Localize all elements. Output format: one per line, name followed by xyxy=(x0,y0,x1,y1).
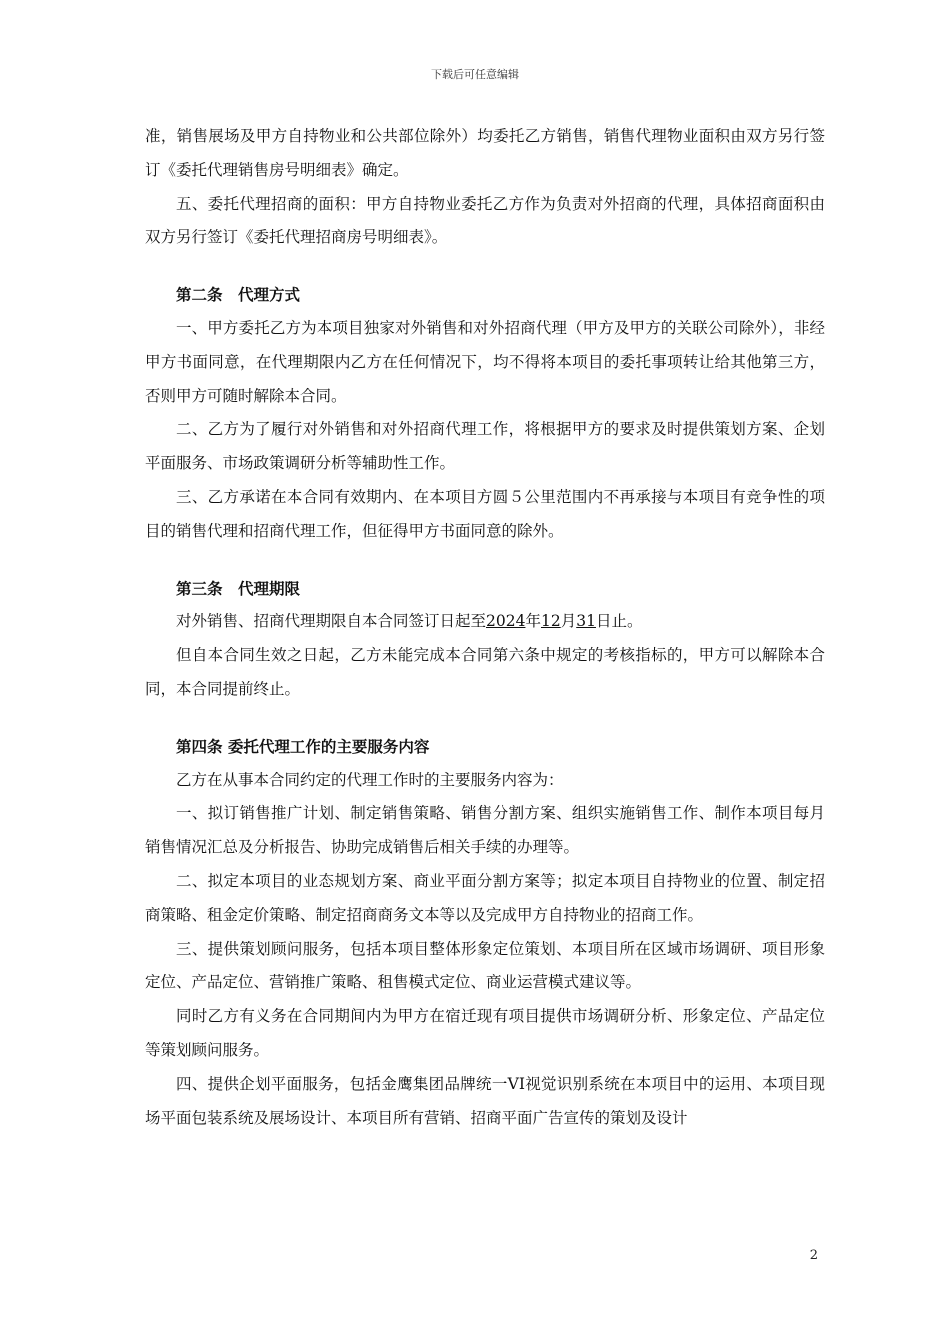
page-number: 2 xyxy=(809,1248,818,1263)
day-unit: 日止。 xyxy=(595,612,643,631)
year-unit: 年 xyxy=(525,612,541,631)
term-text-prefix: 对外销售、招商代理期限自本合同签订日起至 xyxy=(176,612,487,631)
article-4-paragraph-2: 二、拟定本项目的业态规划方案、商业平面分割方案等；拟定本项目自持物业的位置、制定招商策略、租金定价策略、制定招商商务文本等以及完成甲方自持物业的招商工作。 xyxy=(145,871,825,924)
article-2-paragraph-2: 二、乙方为了履行对外销售和对外招商代理工作，将根据甲方的要求及时提供策划方案、企划平面服务、市场政策调研分析等辅助性工作。 xyxy=(145,420,825,473)
article-2-paragraph-3: 三、乙方承诺在本合同有效期内、在本项目方圆５公里范围内不再承接与本项目有竞争性的项目的销售代理和招商代理工作，但征得甲方书面同意的除外。 xyxy=(145,487,825,540)
article-4-paragraph-5: 四、提供企划平面服务，包括金鹰集团品牌统一VI视觉识别系统在本项目中的运用、本项目现场平面包装系统及展场设计、本项目所有营销、招商平面广告宣传的策划及设计 xyxy=(145,1074,825,1127)
article-3-title: 第三条 代理期限 xyxy=(176,578,301,598)
document-body xyxy=(145,120,825,1135)
article-2-paragraph-1: 一、甲方委托乙方为本项目独家对外销售和对外招商代理（甲方及甲方的关联公司除外），非经甲方书面同意，在代理期限内乙方在任何情况下，均不得将本项目的委托事项转让给其他第三方，否则甲方可随时解除本合同。 xyxy=(145,318,825,405)
article-4-paragraph-1: 一、拟订销售推广计划、制定销售策略、销售分割方案、组织实施销售工作、制作本项目每月销售情况汇总及分析报告、协助完成销售后相关手续的办理等。 xyxy=(145,804,825,857)
page-header: 下载后可任意编辑 xyxy=(431,68,519,81)
article-2-title: 第二条 代理方式 xyxy=(176,285,301,305)
term-end-year: 2024 xyxy=(486,612,526,631)
term-end-month: 12 xyxy=(540,612,561,631)
term-end-day: 31 xyxy=(576,612,596,631)
article-3-paragraph-2: 但自本合同生效之日起，乙方未能完成本合同第六条中规定的考核指标的，甲方可以解除本合同，本合同提前终止。 xyxy=(145,646,825,698)
paragraph-item-5: 五、委托代理招商的面积：甲方自持物业委托乙方作为负责对外招商的代理，具体招商面积由双方另行签订《委托代理招商房号明细表》。 xyxy=(145,194,825,247)
month-unit: 月 xyxy=(560,612,577,631)
article-4-title: 第四条 委托代理工作的主要服务内容 xyxy=(176,736,430,756)
article-4-paragraph-4: 同时乙方有义务在合同期间内为甲方在宿迁现有项目提供市场调研分析、形象定位、产品定位等策划顾问服务。 xyxy=(145,1007,825,1059)
article-3-paragraph-1 xyxy=(145,605,825,639)
paragraph-continuation: 准，销售展场及甲方自持物业和公共部位除外）均委托乙方销售，销售代理物业面积由双方另行签订《委托代理销售房号明细表》确定。 xyxy=(145,127,825,179)
article-4-intro: 乙方在从事本合同约定的代理工作时的主要服务内容为： xyxy=(176,770,564,789)
article-4-paragraph-3: 三、提供策划顾问服务，包括本项目整体形象定位策划、本项目所在区域市场调研、项目形象定位、产品定位、营销推广策略、租售模式定位、商业运营模式建议等。 xyxy=(145,939,825,992)
